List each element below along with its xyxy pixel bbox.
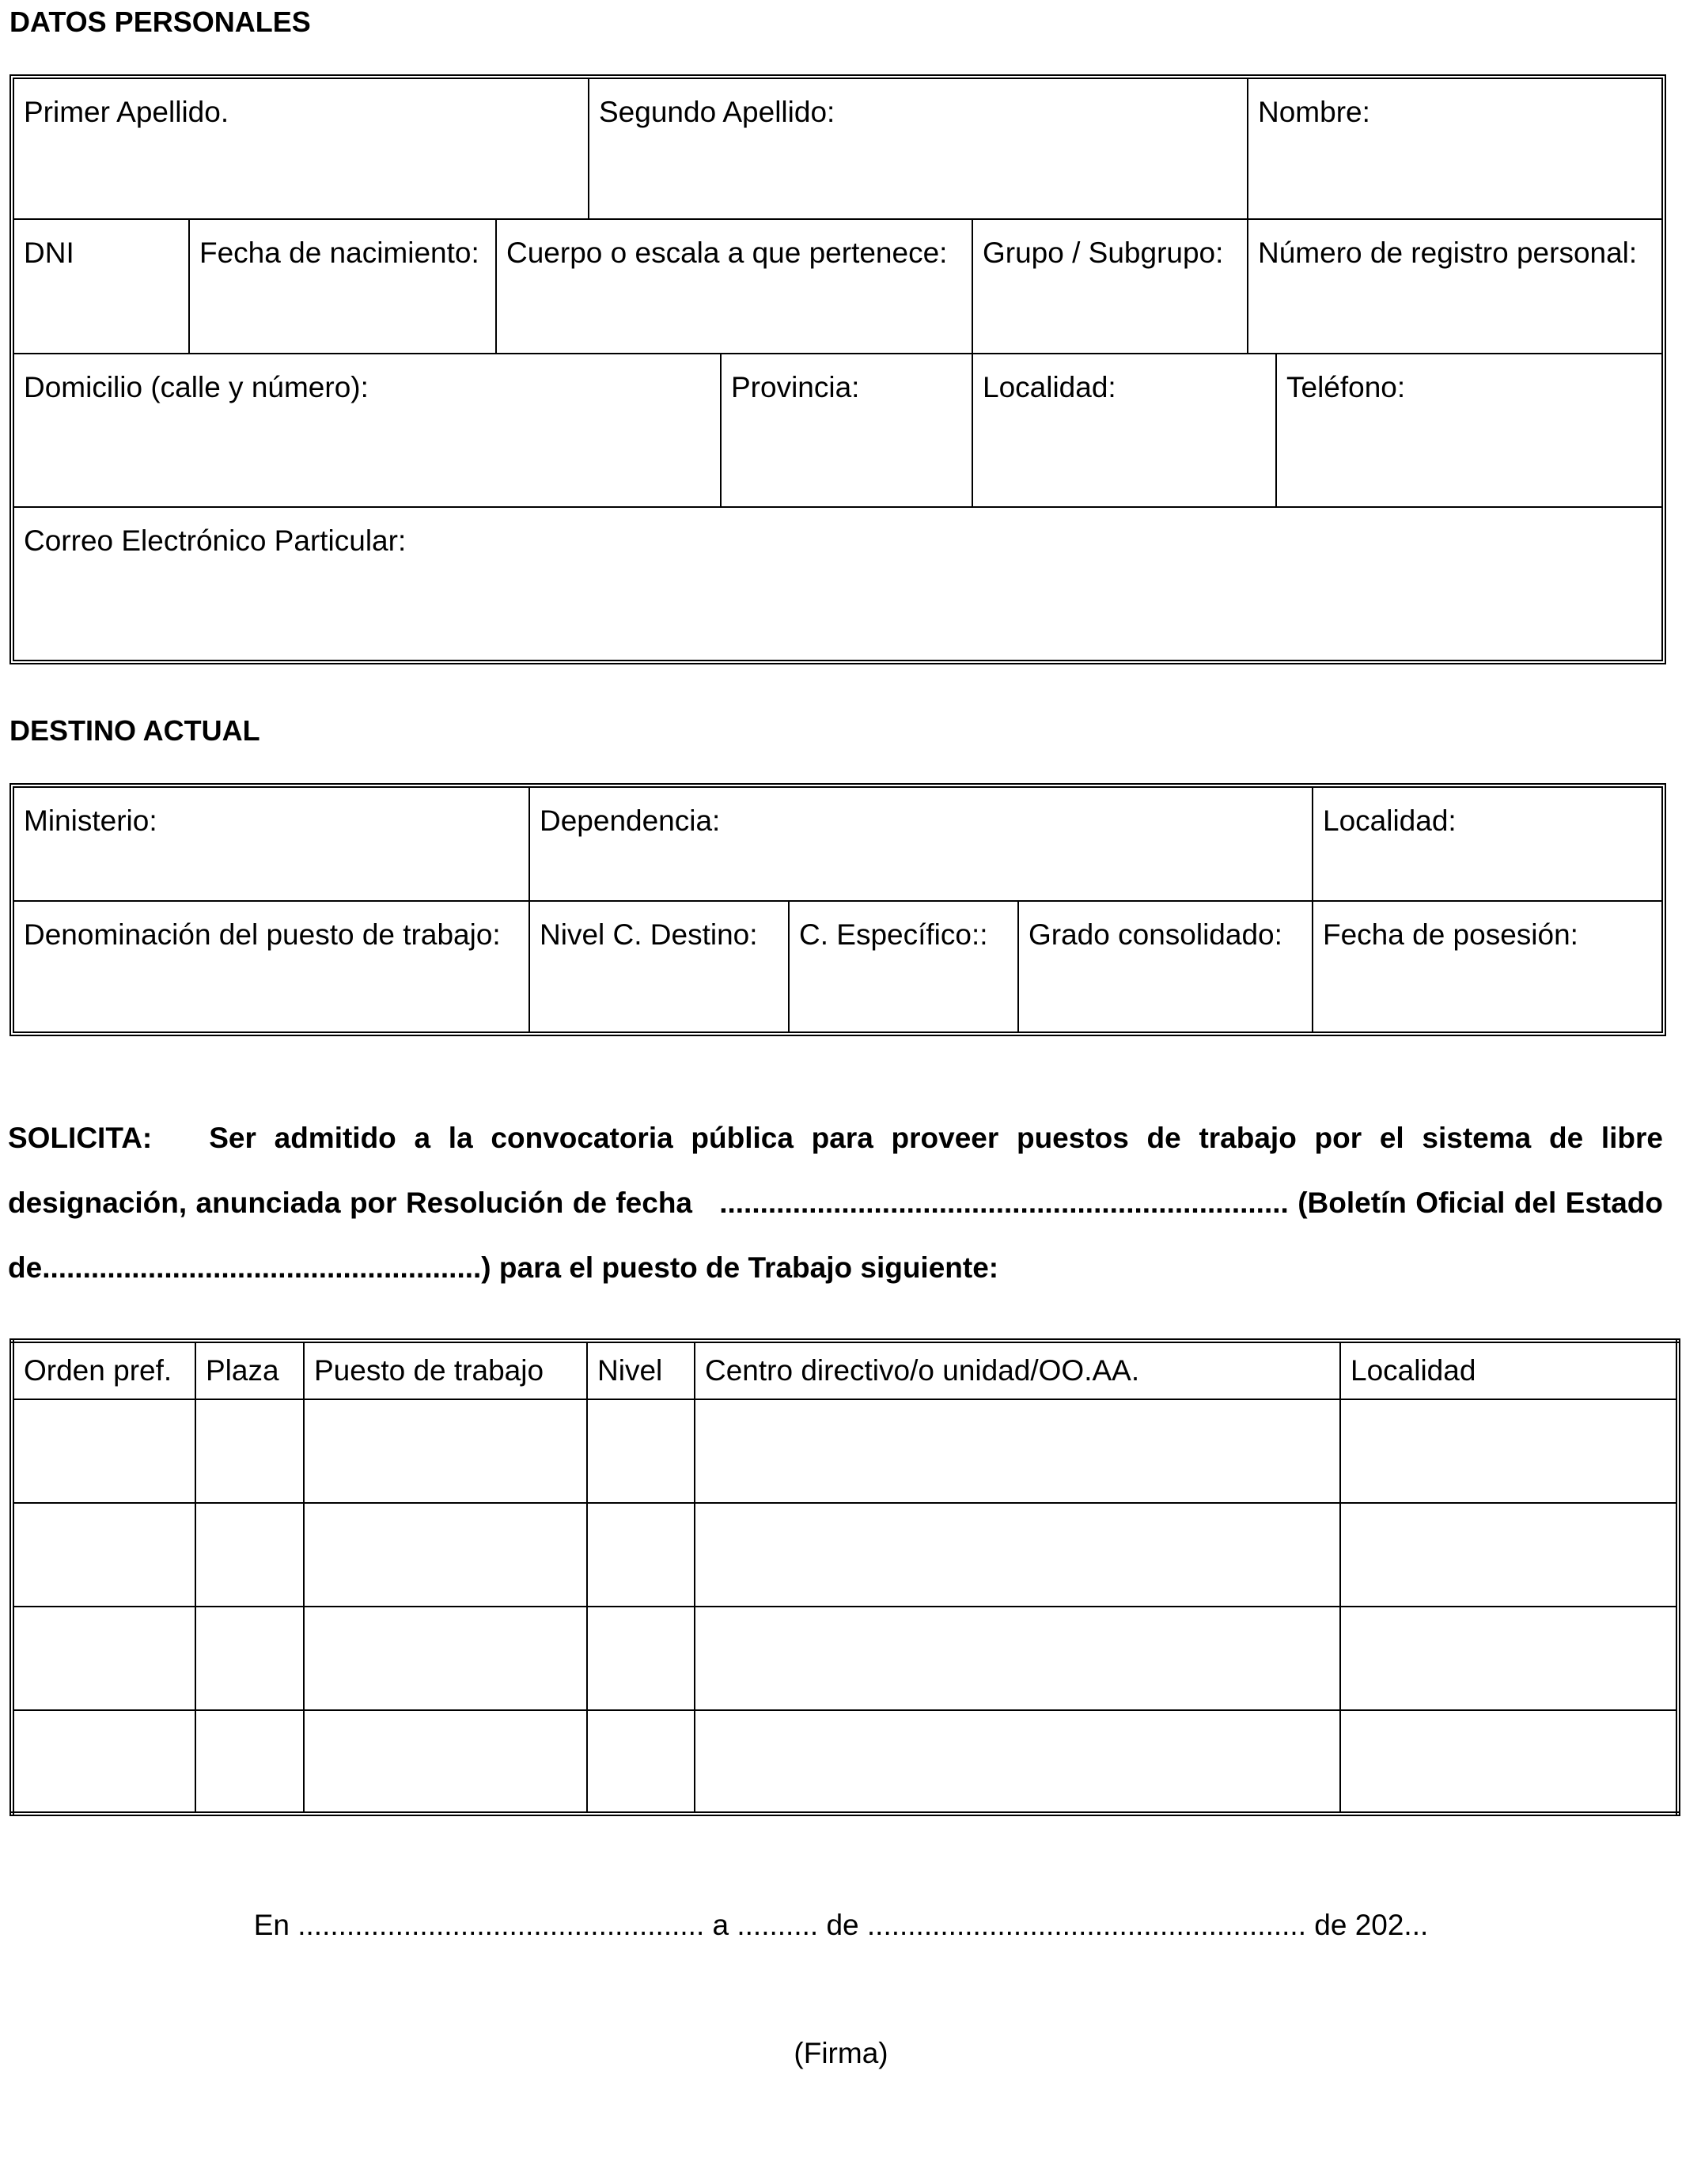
table-cell[interactable] [1340,1607,1678,1710]
table-cell[interactable] [587,1710,695,1814]
table-row [12,1399,1678,1503]
localidad-label: Localidad: [983,371,1116,403]
grado-consolidado-field[interactable] [1019,902,1312,1031]
domicilio-field[interactable] [14,354,720,506]
provincia-label: Provincia: [731,371,860,403]
destino-localidad-label: Localidad: [1323,804,1457,837]
table-cell[interactable] [195,1607,304,1710]
nivel-c-destino-label: Nivel C. Destino: [540,918,758,951]
table-cell[interactable] [587,1399,695,1503]
segundo-apellido-label: Segundo Apellido: [599,96,835,128]
table-cell[interactable] [1340,1710,1678,1814]
header-puesto-trabajo: Puesto de trabajo [304,1341,587,1399]
destino-localidad-field[interactable] [1313,788,1660,900]
table-cell[interactable] [695,1503,1340,1607]
table-cell[interactable] [195,1399,304,1503]
table-cell[interactable] [304,1710,587,1814]
table-cell[interactable] [695,1710,1340,1814]
dni-field[interactable] [14,220,188,353]
nombre-field[interactable] [1248,79,1660,218]
fecha-nacimiento-field[interactable] [190,220,495,353]
table-cell[interactable] [195,1503,304,1607]
fecha-posesion-field[interactable] [1313,902,1660,1031]
correo-field[interactable] [14,508,1660,658]
destino-actual-heading: DESTINO ACTUAL [9,714,260,747]
header-nivel: Nivel [587,1341,695,1399]
table-cell[interactable] [12,1710,195,1814]
table-cell[interactable] [304,1399,587,1503]
nivel-c-destino-field[interactable] [530,902,788,1031]
provincia-field[interactable] [722,354,972,506]
header-orden-pref: Orden pref. [12,1341,195,1399]
grado-consolidado-label: Grado consolidado: [1029,918,1282,951]
table-row [12,1503,1678,1607]
domicilio-label: Domicilio (calle y número): [24,371,369,403]
boe-fecha-blank[interactable]: ...................................................... [42,1251,482,1284]
firma-label: (Firma) [794,2037,888,2069]
destino-actual-table [9,783,1666,1036]
table-cell[interactable] [1340,1399,1678,1503]
table-cell[interactable] [695,1399,1340,1503]
table-cell[interactable] [304,1607,587,1710]
table-header-row [12,1341,1678,1399]
solicita-paragraph [8,1106,1663,1300]
grupo-subgrupo-label: Grupo / Subgrupo: [983,237,1224,269]
c-especifico-field[interactable] [790,902,1017,1031]
table-cell[interactable] [12,1503,195,1607]
denominacion-puesto-label: Denominación del puesto de trabajo: [24,918,501,951]
table-row [12,1710,1678,1814]
table-cell[interactable] [12,1607,195,1710]
solicita-text-1: Ser admitido a la convocatoria pública para proveer puestos de trabajo por el sistema de libre designación, anunciada por Resolución de fecha [8,1122,1663,1219]
grupo-subgrupo-field[interactable] [973,220,1247,353]
solicita-text-2: (Boletín Oficial del Estado de [8,1187,1664,1284]
primer-apellido-field[interactable] [14,79,588,218]
datos-personales-heading: DATOS PERSONALES [9,6,311,38]
dni-label: DNI [24,237,74,269]
solicita-text-3: ) para el puesto de Trabajo siguiente: [481,1251,999,1284]
table-cell[interactable] [1340,1503,1678,1607]
localidad-field[interactable] [973,354,1275,506]
telefono-label: Teléfono: [1286,371,1406,403]
numero-registro-label: Número de registro personal: [1258,237,1638,269]
nombre-label: Nombre: [1258,96,1370,128]
table-row [12,1607,1678,1710]
telefono-field[interactable] [1277,354,1660,506]
table-cell[interactable] [12,1399,195,1503]
segundo-apellido-field[interactable] [589,79,1247,218]
dependencia-label: Dependencia: [540,804,721,837]
table-cell[interactable] [587,1607,695,1710]
ministerio-label: Ministerio: [24,804,157,837]
numero-registro-field[interactable] [1248,220,1660,353]
resolucion-fecha-blank[interactable]: ...................................................................... [719,1187,1289,1219]
cuerpo-escala-field[interactable] [497,220,972,353]
header-plaza: Plaza [195,1341,304,1399]
plazas-table [9,1338,1680,1816]
denominacion-puesto-field[interactable] [14,902,528,1031]
solicita-label: SOLICITA: [8,1122,153,1154]
table-cell[interactable] [304,1503,587,1607]
table-cell[interactable] [695,1607,1340,1710]
dependencia-field[interactable] [530,788,1312,900]
fecha-nacimiento-label: Fecha de nacimiento: [199,237,479,269]
ministerio-field[interactable] [14,788,528,900]
cuerpo-escala-label: Cuerpo o escala a que pertenece: [506,237,948,269]
correo-label: Correo Electrónico Particular: [24,524,407,557]
fecha-lugar-line[interactable]: En .................................................. a .......... de ...................................................... de 202... [253,1909,1429,1941]
datos-personales-table [9,74,1666,664]
c-especifico-label: C. Específico:: [799,918,988,951]
fecha-posesion-label: Fecha de posesión: [1323,918,1578,951]
table-cell[interactable] [587,1503,695,1607]
primer-apellido-label: Primer Apellido. [24,96,229,128]
header-centro-directivo: Centro directivo/o unidad/OO.AA. [695,1341,1340,1399]
header-localidad: Localidad [1340,1341,1678,1399]
table-cell[interactable] [195,1710,304,1814]
